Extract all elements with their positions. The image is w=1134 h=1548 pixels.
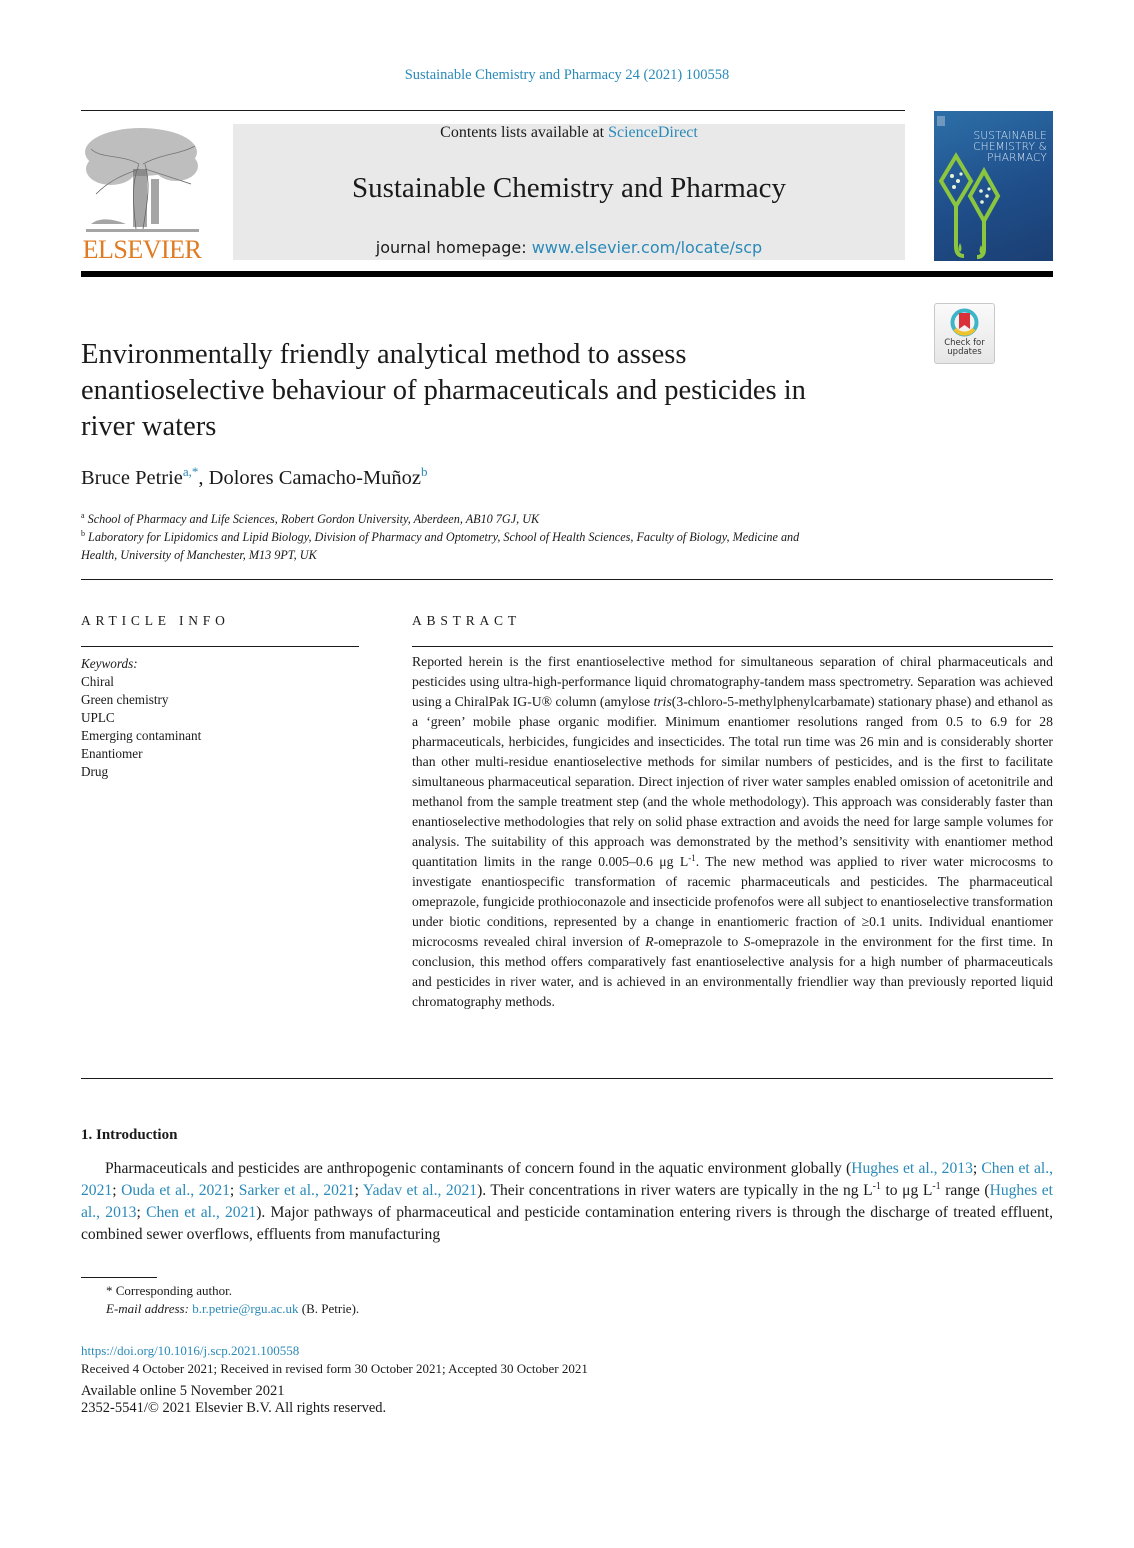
citation-sep: ; [112,1182,122,1199]
cover-title-line: CHEMISTRY & [973,141,1047,153]
citation-link[interactable]: Chen et al., 2021 [81,1160,1053,1199]
email-link[interactable]: b.r.petrie@rgu.ac.uk [192,1301,299,1316]
email-note [106,1300,359,1318]
contents-line [233,124,905,142]
abstract-segment: (3-chloro-5-methylphenylcarbamate) stationary phase) and ethanol as a ‘green’ mobile phase organic modifier. Minimum enantiomer resolutions ranged from 0.5 to 6.9 for 28 pharmaceuticals, herbicides, fungicides and insecticides. The total run time was 26 min and is considerably shorter than other multi-residue enantioselective methods for similar numbers of pesticides, and is the first to facilitate simultaneous pharmaceutical separation. Direct injection of river water samples enabled omission of acetonitrile and methanol from the sample treatment step (and the whole methodology). This approach was considerably faster than enantioselective methodologies that rely on solid phase extraction and avoids the need for large sample volumes for analysis. The suitability of this approach was demonstrated by the method’s sensitivity with enantiomer method quantitation limits in the range 0.005–0.6 μg L [412,694,1053,869]
affiliation-text: School of Pharmacy and Life Sciences, Robert Gordon University, Aberdeen, AB10 7GJ, UK [87,512,540,526]
author-separator: , [198,467,209,489]
received-dates: Received 4 October 2021; Received in revised form 30 October 2021; Accepted 30 October 2021 [81,1361,588,1376]
affiliation-link[interactable]: a, [182,464,192,479]
abstract-italic: S [743,934,751,949]
author-name[interactable]: Bruce Petrie [81,467,183,489]
abstract-segment: Reported herein is the first enantioselective method for simultaneous separation of chiral pharmaceuticals and pesticides using ultra-high-performance liquid chromatography-tandem mass spectrometry. Separation was achieved using a ChiralPak IG-U® column (amylose [412,654,1053,709]
contents-prefix: Contents lists available at [440,124,609,141]
journal-title: Sustainable Chemistry and Pharmacy [351,172,787,204]
cover-title-line: SUSTAINABLE [973,130,1047,142]
citation-link[interactable]: Sarker et al., 2021 [238,1182,355,1199]
sciencedirect-link[interactable]: ScienceDirect [608,124,698,141]
citation-sep: ; [229,1182,239,1199]
corresponding-author-note: * Corresponding author. [106,1283,233,1298]
header-thick-rule [81,271,1053,277]
copyright: 2352-5541/© 2021 Elsevier B.V. All rights reserved. [81,1400,387,1416]
header-top-rule [81,110,905,111]
article-title [81,337,921,445]
homepage-link[interactable]: www.elsevier.com/locate/scp [531,238,763,257]
introduction-heading: 1. Introduction [81,1127,178,1143]
email-label: E-mail address: [106,1301,193,1316]
abstract-italic: tris [653,694,672,709]
keyword-item: Drug [81,764,109,779]
intro-superscript: -1 [872,1181,881,1192]
journal-cover-image[interactable] [934,111,1053,261]
crossmark-icon [949,307,980,338]
abstract-superscript: -1 [688,853,696,863]
abstract-segment: -omeprazole in the environment for the first time. In conclusion, this method offers comparatively fast enantioselective analysis for a high number of pharmaceuticals and pesticides in river water, and is achieved in an environmentally friendlier way than previously reported liquid chromatography methods. [412,934,1053,1009]
keyword-item: Enantiomer [81,746,143,761]
journal-reference-link[interactable]: Sustainable Chemistry and Pharmacy 24 (2021) 100558 [404,67,730,83]
affiliation-key: a [81,511,85,520]
intro-text: ). Major pathways of pharmaceutical and pesticide contamination entering rivers is through the discharge of treated effluent, combined sewer overflows, effluents from manufacturing [81,1204,1053,1243]
keyword-item: Chiral [81,674,114,689]
keyword-item: Green chemistry [81,692,169,707]
homepage-prefix: journal homepage: [375,238,532,257]
title-line: Environmentally friendly analytical method to assess [81,339,687,370]
journal-banner [233,124,905,260]
affiliation-text: Laboratory for Lipidomics and Lipid Biology, Division of Pharmacy and Optometry, School of Health Sciences, Faculty of Biology, Medicine and [88,530,800,544]
affiliation-text: Health, University of Manchester, M13 9PT, UK [81,548,317,562]
abstract-rule [412,646,1053,647]
intro-superscript: -1 [932,1181,941,1192]
intro-text: to μg L [880,1182,933,1199]
footnote-rule [81,1277,157,1278]
abstract-text [412,652,1053,1012]
intro-text: ). Their concentrations in river waters are typically in the ng L [477,1182,873,1199]
affiliation-link[interactable]: b [421,464,428,479]
citation-sep: ; [972,1160,982,1177]
intro-text: range ( [940,1182,990,1199]
check-for-updates-label [935,339,994,357]
keyword-item: UPLC [81,710,115,725]
elsevier-wordmark: ELSEVIER [82,235,202,264]
check-updates-text: updates [947,347,982,357]
corresponding-author-link[interactable]: * [191,464,199,479]
citation-sep: ; [136,1204,147,1221]
affiliation-b [81,525,911,564]
citation-link[interactable]: Chen et al., 2021 [146,1204,257,1221]
cover-title-line: PHARMACY [987,152,1047,164]
abstract-heading: ABSTRACT [412,613,521,628]
title-line: river waters [81,411,217,442]
intro-text: Pharmaceuticals and pesticides are anthropogenic contaminants of concern found in the aquatic environment globally ( [105,1160,852,1177]
citation-link[interactable]: Hughes et al., 2013 [851,1160,973,1177]
author-name[interactable]: Dolores Camacho-Muñoz [208,467,422,489]
abstract-segment: -omeprazole to [653,934,744,949]
abstract-italic: R [645,934,654,949]
affiliation-key: b [81,529,85,538]
elsevier-logo[interactable] [81,124,203,262]
author-list [81,464,428,490]
article-info-heading: ARTICLE INFO [81,613,230,628]
section-divider [81,579,1053,580]
check-for-updates-button[interactable] [934,303,995,364]
citation-sep: ; [354,1182,363,1199]
keywords-list [81,655,201,781]
email-suffix: (B. Petrie). [298,1301,360,1316]
doi-link[interactable] [81,1342,299,1359]
introduction-paragraph [81,1158,1053,1246]
keyword-item: Emerging contaminant [81,728,202,743]
citation-link[interactable]: Yadav et al., 2021 [362,1182,478,1199]
elsevier-tree-icon [81,124,203,234]
abstract-segment: . The new method was applied to river water microcosms to investigate enantiospecific transformation of racemic pharmaceuticals and pesticides. The pharmaceutical omeprazole, fungicide prothioconazole and insecticide profenofos were all subject to enantioselective transformation under biotic conditions, represented by a change in enantiomeric fraction of ≥0.1 units. Individual enantiomer microcosms revealed chiral inversion of [412,854,1054,949]
homepage-line [233,238,905,257]
abstract-end-rule [81,1078,1053,1079]
article-info-rule [81,646,359,647]
doi-link-text[interactable]: https://doi.org/10.1016/j.scp.2021.100558 [81,1343,300,1358]
cover-leaf-icon [934,111,1053,261]
keywords-label: Keywords: [81,656,138,671]
available-online: Available online 5 November 2021 [81,1383,285,1399]
citation-link[interactable]: Ouda et al., 2021 [121,1182,230,1199]
title-line: enantioselective behaviour of pharmaceuticals and pesticides in [81,375,806,406]
citation-link[interactable]: Hughes et al., 2013 [81,1182,1054,1221]
check-updates-text: Check for [944,338,985,348]
